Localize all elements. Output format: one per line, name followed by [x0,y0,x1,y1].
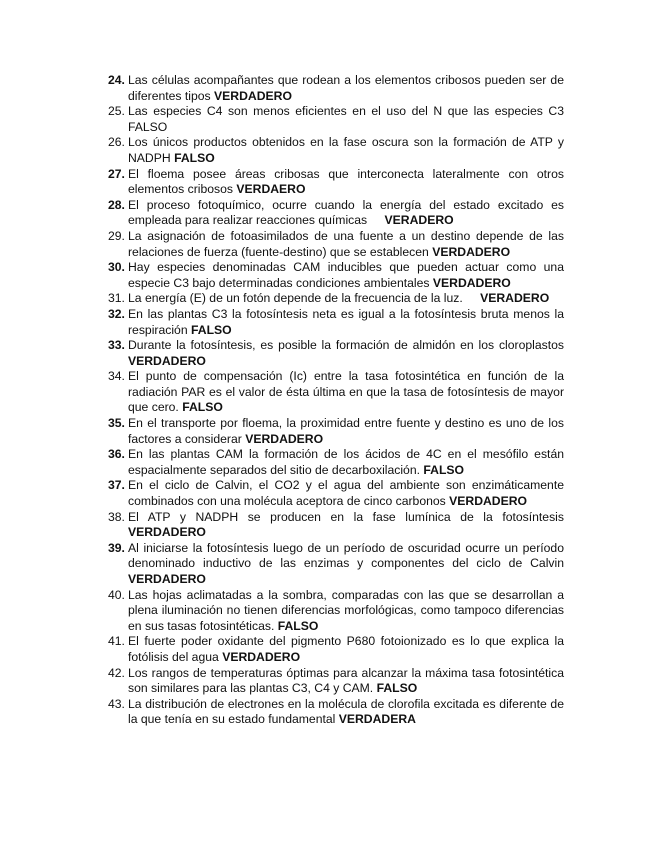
item-answer: VERDADERO [245,431,324,446]
list-item [108,666,564,697]
item-statement: La distribución de electrones en la molécula de clorofila excitada es diferente de la que tenía en su estado fundamental [128,696,564,727]
item-number: 43. [108,696,125,711]
list-item [108,478,564,509]
list-item [108,369,564,416]
item-statement: La energía (E) de un fotón depende de la frecuencia de la luz. [128,291,463,306]
item-statement: El floema posee áreas cribosas que interconecta lateralmente con otros elementos cribosos [128,166,564,197]
item-statement: Durante la fotosíntesis, es posible la formación de almidón en los cloroplastos [128,338,564,353]
item-number: 35. [108,416,125,431]
item-number: 39. [108,540,125,555]
item-statement: Los únicos productos obtenidos en la fase oscura son la formación de ATP y NADPH [128,135,564,165]
question-list [108,73,564,728]
item-statement: Las células acompañantes que rodean a los elementos cribosos pueden ser de diferentes tipos [128,73,564,103]
list-item [108,291,564,307]
item-number: 42. [108,665,125,680]
item-answer: VERDADERO [449,494,528,509]
list-item [108,338,564,369]
item-statement: La asignación de fotoasimilados de una fuente a un destino depende de las relaciones de fuerza (fuente-destino) que se establecen [128,228,564,259]
item-statement: En el ciclo de Calvin, el CO2 y el agua del ambiente son enzimáticamente combinados con una molécula aceptora de cinco carbonos [128,478,564,509]
item-number: 38. [108,509,125,524]
item-number: 30. [108,260,125,275]
item-statement: El ATP y NADPH se producen en la fase lumínica de la fotosíntesis [128,509,564,524]
item-number: 32. [108,306,125,321]
item-statement: En el transporte por floema, la proximidad entre fuente y destino es uno de los factores a considerar [128,416,564,446]
item-answer: FALSO [174,150,215,165]
item-statement: Hay especies denominadas CAM inducibles que pueden actuar como una especie C3 bajo determinadas condiciones ambientales [128,260,564,290]
item-answer: FALSO [128,119,168,134]
item-answer: FALSO [191,322,232,337]
list-item [108,588,564,635]
list-item [108,697,564,728]
item-number: 29. [108,228,125,243]
item-statement: El proceso fotoquímico, ocurre cuando la energía del estado excitado es empleada para realizar reacciones químicas [128,197,564,228]
item-answer: VERDADERO [222,649,301,664]
item-statement: En las plantas C3 la fotosíntesis neta es igual a la fotosíntesis bruta menos la respiración [128,306,564,337]
item-number: 31. [108,291,125,306]
item-number: 25. [108,104,125,119]
item-answer: VERDADERO [128,525,206,540]
item-number: 37. [108,478,125,493]
item-answer: VERDADERO [128,572,206,586]
list-item [108,447,564,478]
list-item [108,260,564,291]
list-item [108,634,564,665]
item-answer: FALSO [376,681,418,696]
list-item [108,198,564,229]
list-item [108,73,564,104]
item-answer: VERDADERO [432,244,511,259]
item-statement: Las hojas aclimatadas a la sombra, comparadas con las que se desarrollan a plena iluminación no tienen diferencias morfológicas, como tampoco diferencias en sus tasas fotosintéticas. [128,587,564,633]
item-number: 28. [108,197,125,212]
item-answer: VERDADERO [128,353,206,368]
item-statement: El punto de compensación (Ic) entre la tasa fotosintética en función de la radiación PAR es el valor de ésta última en que la tasa de fotosíntesis de mayor que cero. [128,369,564,415]
item-answer: FALSO [182,400,223,415]
item-answer: VERDAERO [236,182,306,197]
item-statement: Los rangos de temperaturas óptimas para alcanzar la máxima tasa fotosintética son similares para las plantas C3, C4 y CAM. [128,665,564,696]
item-answer: VERDADERO [214,88,292,103]
list-item [108,307,564,338]
item-statement: Al iniciarse la fotosíntesis luego de un período de oscuridad ocurre un período denominado inductivo de las enzimas y componentes del ciclo de Calvin [128,540,564,571]
item-number: 27. [108,166,125,181]
item-number: 36. [108,447,125,462]
list-item [108,541,564,588]
list-item [108,135,564,166]
list-item [108,510,564,541]
item-answer: VERADERO [480,291,550,306]
list-item [108,229,564,260]
item-number: 41. [108,634,125,649]
list-item [108,416,564,447]
list-item [108,104,564,135]
item-number: 40. [108,587,125,602]
item-answer: VERDADERA [338,712,416,727]
item-answer: FALSO [423,462,465,477]
item-answer: VERADERO [384,213,454,228]
item-number: 26. [108,135,125,150]
item-statement: El fuerte poder oxidante del pigmento P680 fotoionizado es lo que explica la fotólisis del agua [128,634,564,664]
item-answer: VERDADERO [432,275,511,290]
item-number: 34. [108,369,125,384]
item-number: 24. [108,73,125,87]
item-answer: FALSO [277,618,319,633]
item-statement: Las especies C4 son menos eficientes en el uso del N que las especies C3 [128,104,564,119]
item-number: 33. [108,338,125,353]
item-statement: En las plantas CAM la formación de los ácidos de 4C en el mesófilo están espacialmente separados del sitio de decarboxilación. [128,447,564,477]
list-item [108,167,564,198]
